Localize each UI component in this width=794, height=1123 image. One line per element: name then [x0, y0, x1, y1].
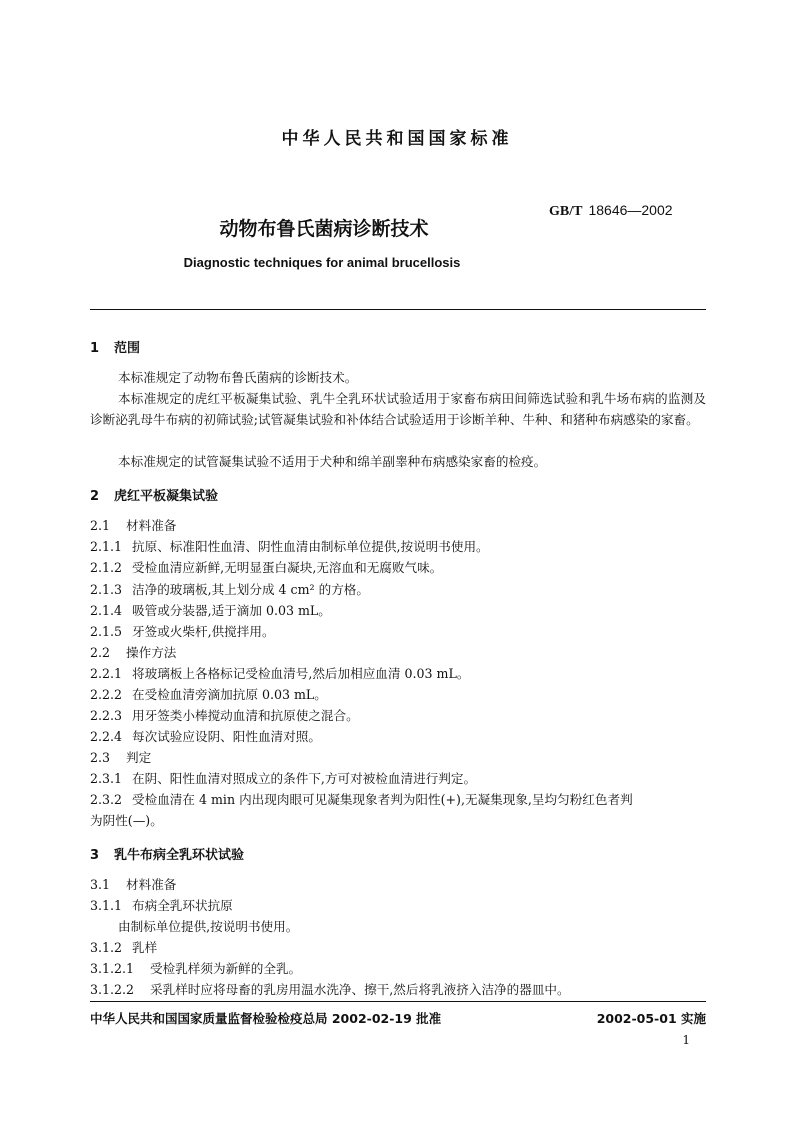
- standard-header: 中华人民共和国国家标准: [281, 129, 513, 149]
- code-prefix: GB/T: [549, 204, 583, 219]
- clause-item: 2.2.4 每次试验应设阴、阳性血清对照。: [90, 729, 321, 744]
- clause-item: 2.2.2 在受检血清旁滴加抗原 0.03 mL。: [90, 687, 327, 702]
- code-number: 18646—2002: [588, 202, 673, 218]
- footer-divider: [90, 1001, 706, 1002]
- clause-item: 2.2.3 用牙签类小棒搅动血清和抗原使之混合。: [90, 708, 359, 723]
- clause-item: 2.1.4 吸管或分装器,适于滴加 0.03 mL。: [90, 603, 331, 618]
- paragraph: 本标准规定了动物布鲁氏菌病的诊断技术。: [118, 370, 358, 385]
- section-heading-2: 2 虎红平板凝集试验: [90, 489, 219, 504]
- header-divider: [90, 309, 706, 310]
- clause-item: 2.2.1 将玻璃板上各格标记受检血清号,然后加相应血清 0.03 mL。: [90, 666, 470, 681]
- clause-continuation: 为阴性(—)。: [90, 813, 163, 828]
- document-title-en: Diagnostic techniques for animal brucellosis: [183, 255, 461, 270]
- clause-item: 2.3.2 受检血清在 4 min 内出现肉眼可见凝集现象者判为阳性(+),无凝集现象,呈均匀粉红色者判: [90, 792, 633, 807]
- document-title-cn: 动物布鲁氏菌病诊断技术: [219, 218, 429, 240]
- section-heading-1: 1 范围: [90, 341, 141, 356]
- clause-item: 3.1.1 布病全乳环状抗原: [90, 898, 233, 913]
- paragraph: 本标准规定的试管凝集试验不适用于犬种和绵羊副睾种布病感染家畜的检疫。: [118, 454, 547, 469]
- effective-date: 2002-05-01 实施: [596, 1011, 706, 1026]
- clause-item: 2.1.2 受检血清应新鲜,无明显蛋白凝块,无溶血和无腐败气味。: [90, 560, 443, 575]
- clause-item: 3.1.2 乳样: [90, 940, 158, 955]
- clause-item: 2.3 判定: [90, 750, 152, 765]
- approval-info: 中华人民共和国国家质量监督检验检疫总局 2002-02-19 批准: [90, 1011, 442, 1026]
- section-heading-3: 3 乳牛布病全乳环状试验: [90, 848, 245, 863]
- clause-item: 3.1.2.1 受检乳样须为新鲜的全乳。: [90, 961, 302, 976]
- clause-item: 2.3.1 在阴、阳性血清对照成立的条件下,方可对被检血清进行判定。: [90, 771, 477, 786]
- clause-item: 3.1 材料准备: [90, 877, 177, 892]
- clause-item: 3.1.2.2 采乳样时应将母畜的乳房用温水洗净、擦干,然后将乳液挤入洁净的器皿中。: [90, 982, 570, 997]
- clause-item: 2.1 材料准备: [90, 518, 177, 533]
- clause-sub-text: 由制标单位提供,按说明书使用。: [118, 919, 299, 934]
- paragraph: 本标准规定的虎红平板凝集试验、乳牛全乳环状试验适用于家畜布病田间筛选试验和乳牛场布病的监测及诊断泌乳母牛布病的初筛试验;试管凝集试验和补体结合试验适用于诊断羊种、牛种、和猪种布病感染的家畜。: [90, 391, 706, 427]
- clause-item: 2.1.1 抗原、标准阳性血清、阴性血清由制标单位提供,按说明书使用。: [90, 539, 489, 554]
- clause-item: 2.1.5 牙签或火柴杆,供搅拌用。: [90, 624, 275, 639]
- page-number: 1: [682, 1033, 690, 1047]
- clause-item: 2.2 操作方法: [90, 645, 177, 660]
- clause-item: 2.1.3 洁净的玻璃板,其上划分成 4 cm² 的方格。: [90, 582, 369, 597]
